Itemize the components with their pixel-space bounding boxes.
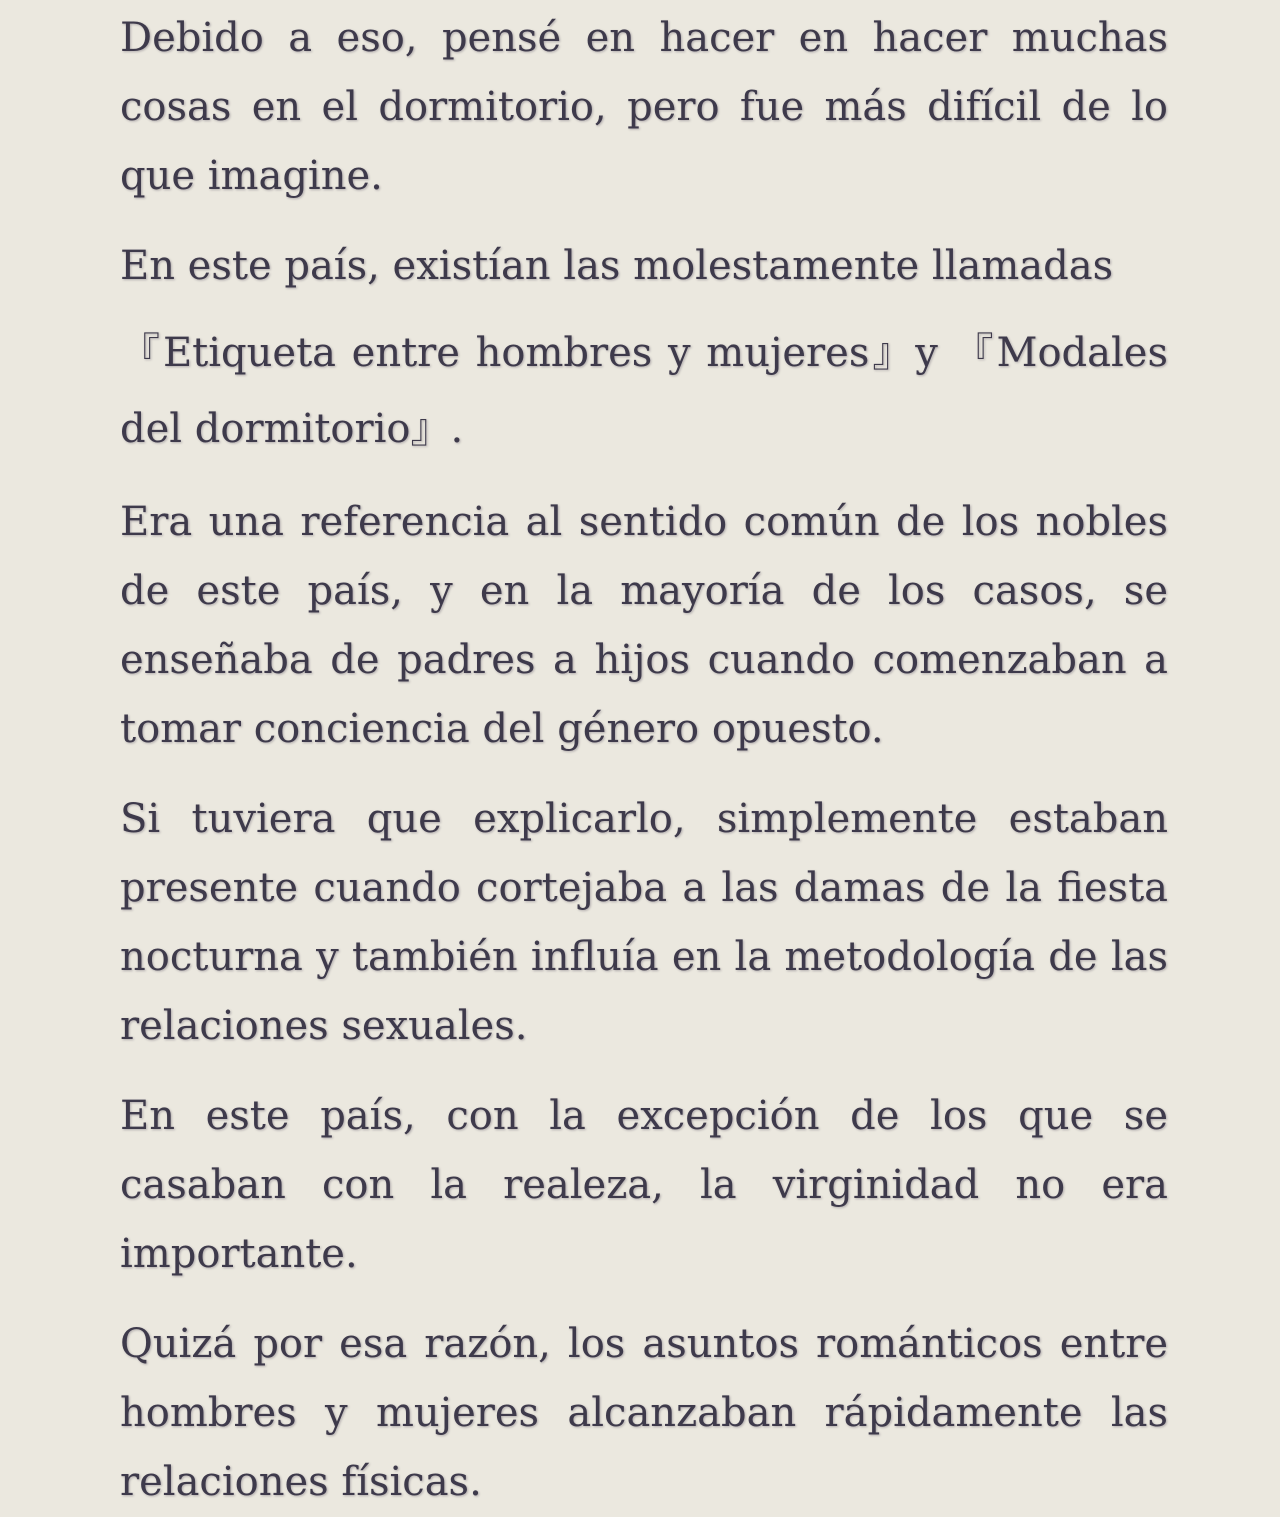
paragraph-5: Si tuviera que explicarlo, simplemente estaban presente cuando cortejaba a las damas de la fiesta nocturna y también influía en la metodología de las relaciones sexuales. [120, 796, 1168, 1049]
paragraph-1: Debido a eso, pensé en hacer en hacer muchas cosas en el dormitorio, pero fue más difícil de lo que imagine. [120, 15, 1168, 199]
paragraph-4: Era una referencia al sentido común de los nobles de este país, y en la mayoría de los casos, se enseñaba de padres a hijos cuando comenzaban a tomar conciencia del género opuesto. [120, 499, 1168, 752]
paragraph-6: En este país, con la excepción de los que se casaban con la realeza, la virginidad no era importante. [120, 1093, 1168, 1277]
paragraph-7: Quizá por esa razón, los asuntos románticos entre hombres y mujeres alcanzaban rápidamente las relaciones físicas. [120, 1321, 1168, 1505]
paragraph-3: 『Etiqueta entre hombres y mujeres』y 『Modales del dormitorio』. [120, 330, 1168, 452]
chapter-text [120, 0, 1168, 1517]
paragraph-2: En este país, existían las molestamente llamadas [120, 243, 1114, 289]
